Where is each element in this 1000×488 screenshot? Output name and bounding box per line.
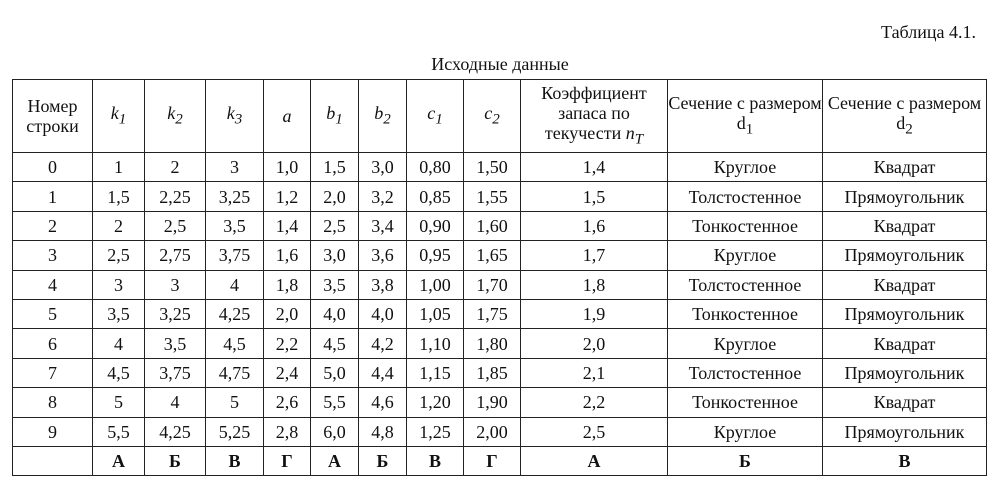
header-k3: $k_3$ [206, 80, 264, 153]
table-cell: 1,70 [464, 270, 521, 299]
table-cell: 1,7 [521, 241, 668, 270]
table-cell: 1,4 [264, 211, 311, 240]
table-cell: Тонкостенное [668, 299, 823, 328]
table-cell: 5,25 [206, 417, 264, 446]
table-row [13, 270, 987, 299]
table-cell: 1,75 [464, 299, 521, 328]
table-cell: 4 [13, 270, 93, 299]
table-cell: 2,2 [521, 388, 668, 417]
table-cell: 4,6 [359, 388, 407, 417]
table-cell: Прямоугольник [823, 417, 987, 446]
letter-cell: Г [264, 446, 311, 475]
table-cell: 5 [13, 299, 93, 328]
table-cell: 1,20 [407, 388, 464, 417]
table-cell: Круглое [668, 241, 823, 270]
table-cell: 3 [93, 270, 145, 299]
table-cell: 5,5 [93, 417, 145, 446]
table-cell: 3 [206, 153, 264, 182]
table-cell: 2,25 [145, 182, 206, 211]
table-cell: Толстостенное [668, 270, 823, 299]
table-cell: 4 [93, 329, 145, 358]
table-cell: Круглое [668, 329, 823, 358]
header-c1: $c_1$ [407, 80, 464, 153]
table-cell: 1,5 [521, 182, 668, 211]
table-cell: 1 [13, 182, 93, 211]
table-cell: Квадрат [823, 211, 987, 240]
table-cell: Квадрат [823, 153, 987, 182]
table-cell: 1,0 [264, 153, 311, 182]
table-cell: 0 [13, 153, 93, 182]
table-row [13, 417, 987, 446]
letter-cell: Г [464, 446, 521, 475]
table-cell: 4,5 [93, 358, 145, 387]
table-cell: 6,0 [311, 417, 359, 446]
table-cell: Тонкостенное [668, 388, 823, 417]
letter-cell: Б [359, 446, 407, 475]
header-row-number: Номер строки [13, 80, 93, 153]
table-cell: 4 [145, 388, 206, 417]
table-cell: 3,0 [311, 241, 359, 270]
header-a: a [264, 80, 311, 153]
table-cell: 0,85 [407, 182, 464, 211]
table-cell: 5,5 [311, 388, 359, 417]
table-cell: 2 [13, 211, 93, 240]
table-cell: Прямоугольник [823, 241, 987, 270]
table-cell: Толстостенное [668, 182, 823, 211]
table-cell: 1,6 [521, 211, 668, 240]
table-cell: 3 [13, 241, 93, 270]
table-body [13, 153, 987, 476]
letter-cell: В [823, 446, 987, 475]
table-cell: 1,15 [407, 358, 464, 387]
table-cell: 1,10 [407, 329, 464, 358]
table-cell: 1,90 [464, 388, 521, 417]
table-cell: 2,5 [93, 241, 145, 270]
table-row [13, 182, 987, 211]
table-cell: 1,8 [264, 270, 311, 299]
table-cell: Толстостенное [668, 358, 823, 387]
table-cell: Тонкостенное [668, 211, 823, 240]
letter-cell: В [407, 446, 464, 475]
table-cell: 2,0 [521, 329, 668, 358]
header-b1: $b_1$ [311, 80, 359, 153]
table-cell: 2,4 [264, 358, 311, 387]
table-cell: 1,55 [464, 182, 521, 211]
table-cell: 4 [206, 270, 264, 299]
table-cell: 5,0 [311, 358, 359, 387]
table-cell: 1,5 [311, 153, 359, 182]
table-cell: Квадрат [823, 270, 987, 299]
letter-row [13, 446, 987, 475]
table-cell: 2,5 [145, 211, 206, 240]
table-cell: Круглое [668, 417, 823, 446]
table-cell: 4,75 [206, 358, 264, 387]
table-cell: 3,2 [359, 182, 407, 211]
table-cell: 0,95 [407, 241, 464, 270]
letter-cell: Б [668, 446, 823, 475]
table-cell: 1,80 [464, 329, 521, 358]
header-row [13, 80, 987, 153]
table-cell: 1,4 [521, 153, 668, 182]
header-c2: $c_2$ [464, 80, 521, 153]
table-cell: 3,8 [359, 270, 407, 299]
table-cell: 1,85 [464, 358, 521, 387]
table-cell: 1,50 [464, 153, 521, 182]
letter-cell: В [206, 446, 264, 475]
table-cell: 2,75 [145, 241, 206, 270]
letter-cell: А [311, 446, 359, 475]
table-cell: 2,8 [264, 417, 311, 446]
table-cell: 8 [13, 388, 93, 417]
table-cell: Квадрат [823, 329, 987, 358]
table-cell: 2,1 [521, 358, 668, 387]
header-k1: $k_1$ [93, 80, 145, 153]
letter-cell: А [93, 446, 145, 475]
table-cell: Прямоугольник [823, 182, 987, 211]
table-cell: 0,90 [407, 211, 464, 240]
table-cell: 3,5 [145, 329, 206, 358]
table-cell: 3,25 [145, 299, 206, 328]
table-cell: 3,5 [93, 299, 145, 328]
table-cell: 2,5 [311, 211, 359, 240]
table-cell: 1,6 [264, 241, 311, 270]
table-cell: 2,0 [264, 299, 311, 328]
table-cell: 2 [145, 153, 206, 182]
header-safety-factor: Коэффициент запаса по текучести $n_T$ [521, 80, 668, 153]
table-cell: 1,8 [521, 270, 668, 299]
table-cell: 0,80 [407, 153, 464, 182]
table-number: Таблица 4.1. [881, 22, 976, 42]
table-cell: 2,00 [464, 417, 521, 446]
table-cell: 6 [13, 329, 93, 358]
header-k2: $k_2$ [145, 80, 206, 153]
table-cell: 4,25 [145, 417, 206, 446]
table-cell: 4,0 [359, 299, 407, 328]
table-cell: 4,5 [311, 329, 359, 358]
table-cell: 1,00 [407, 270, 464, 299]
table-cell: 3,0 [359, 153, 407, 182]
table-cell: 3,6 [359, 241, 407, 270]
letter-cell [13, 446, 93, 475]
table-row [13, 358, 987, 387]
table-cell: 2,2 [264, 329, 311, 358]
table-cell: 7 [13, 358, 93, 387]
table-cell: 4,8 [359, 417, 407, 446]
table-cell: 3,4 [359, 211, 407, 240]
letter-cell: А [521, 446, 668, 475]
table-cell: 3,5 [311, 270, 359, 299]
table-cell: 1,05 [407, 299, 464, 328]
table-cell: 3,5 [206, 211, 264, 240]
table-cell: 4,25 [206, 299, 264, 328]
table-cell: Прямоугольник [823, 299, 987, 328]
table-cell: Круглое [668, 153, 823, 182]
letter-cell: Б [145, 446, 206, 475]
table-row [13, 299, 987, 328]
table-cell: 1,65 [464, 241, 521, 270]
table-row [13, 211, 987, 240]
header-section-d2: Сечение с размером $d_2$ [823, 80, 987, 153]
table-cell: 2,6 [264, 388, 311, 417]
table-cell: 1,25 [407, 417, 464, 446]
table-row [13, 388, 987, 417]
table-cell: 1,9 [521, 299, 668, 328]
table-cell: 2,5 [521, 417, 668, 446]
table-cell: Прямоугольник [823, 358, 987, 387]
table-row [13, 241, 987, 270]
table-cell: 3 [145, 270, 206, 299]
table-cell: 1,2 [264, 182, 311, 211]
data-table [12, 79, 987, 476]
table-cell: 3,75 [206, 241, 264, 270]
table-cell: 1,5 [93, 182, 145, 211]
table-cell: 9 [13, 417, 93, 446]
table-cell: 1 [93, 153, 145, 182]
header-section-d1: Сечение с размером $d_1$ [668, 80, 823, 153]
table-cell: Квадрат [823, 388, 987, 417]
table-row [13, 153, 987, 182]
table-cell: 2 [93, 211, 145, 240]
table-cell: 1,60 [464, 211, 521, 240]
table-cell: 5 [206, 388, 264, 417]
table-cell: 4,4 [359, 358, 407, 387]
table-cell: 3,25 [206, 182, 264, 211]
table-row [13, 329, 987, 358]
table-cell: 4,5 [206, 329, 264, 358]
table-title: Исходные данные [431, 54, 569, 74]
table-cell: 2,0 [311, 182, 359, 211]
table-cell: 5 [93, 388, 145, 417]
table-cell: 3,75 [145, 358, 206, 387]
table-cell: 4,0 [311, 299, 359, 328]
header-b2: $b_2$ [359, 80, 407, 153]
table-cell: 4,2 [359, 329, 407, 358]
